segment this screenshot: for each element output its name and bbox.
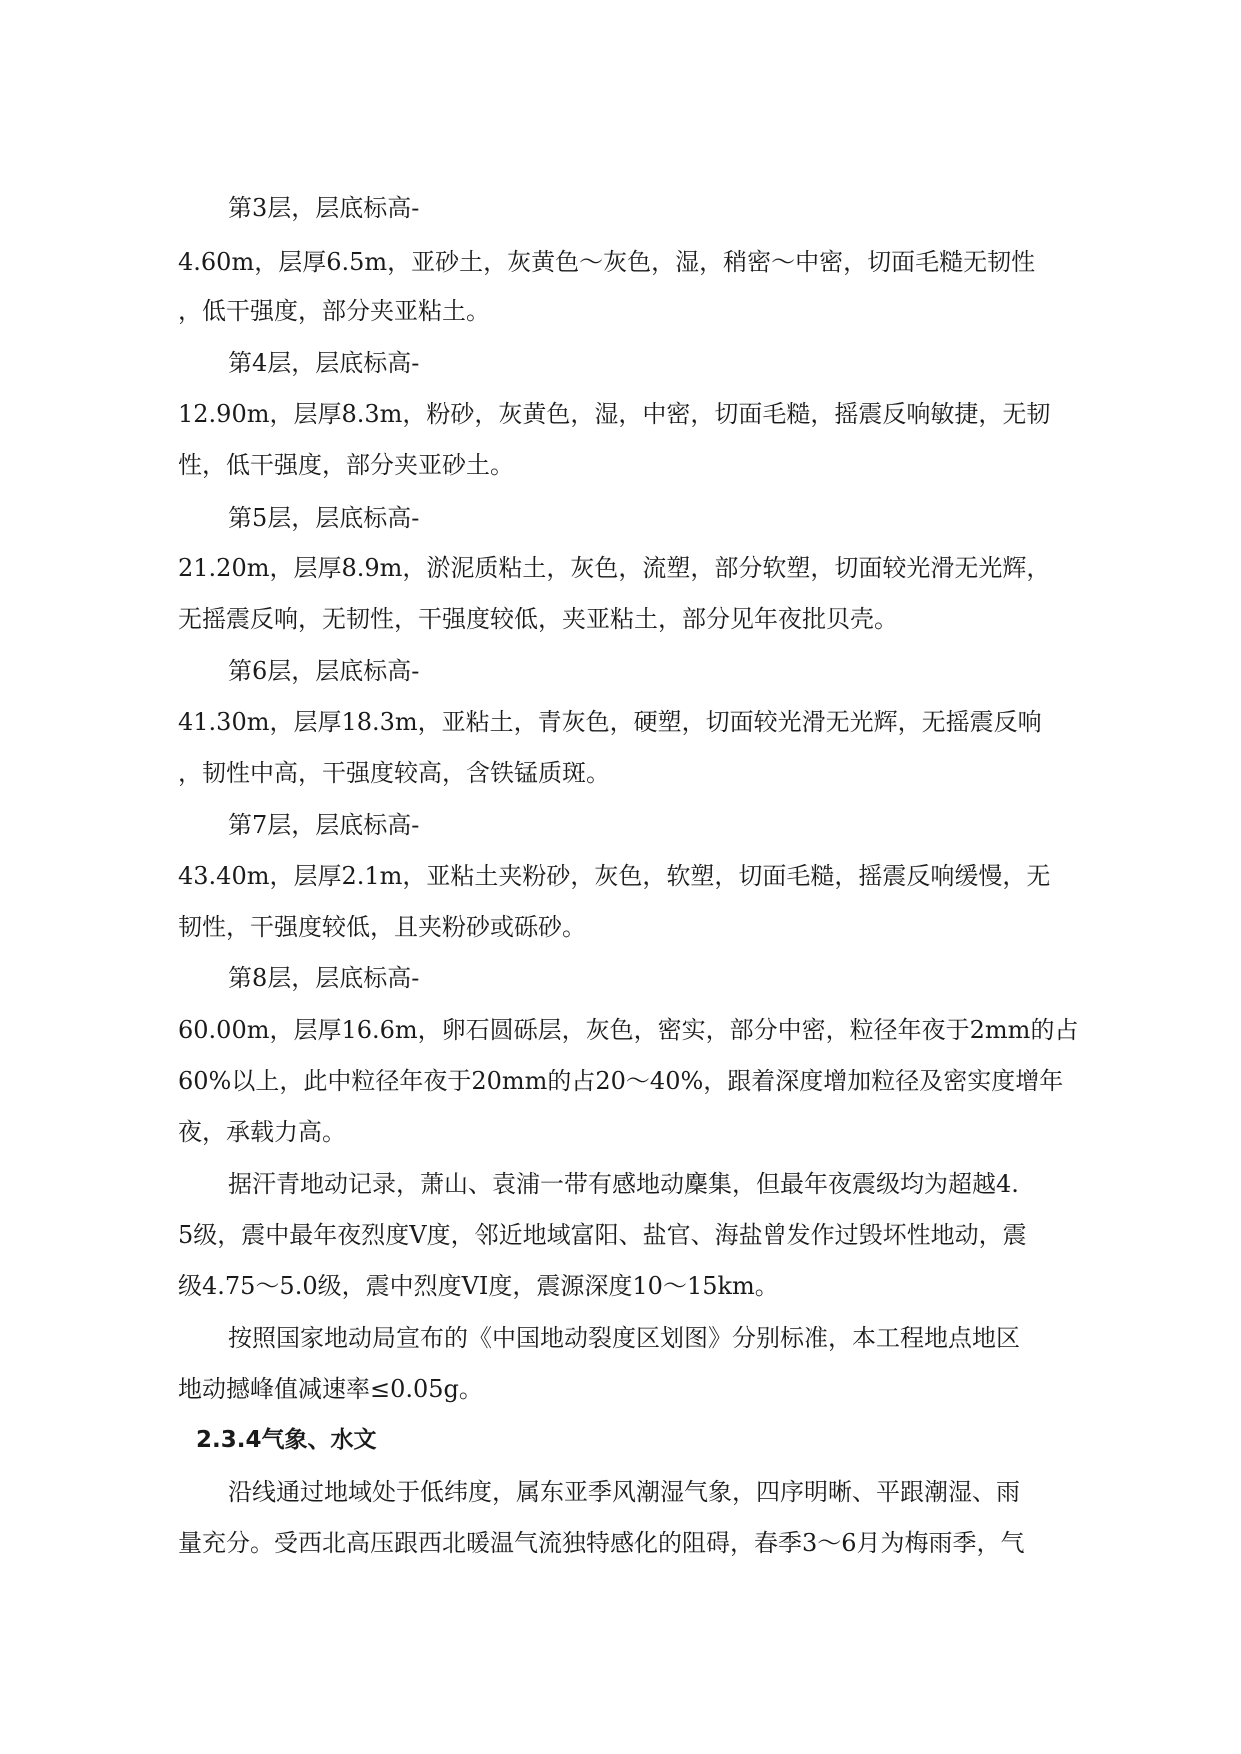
seismic-history-line1: 据汗青地动记录，萧山、袁浦一带有感地动麇集，但最年夜震级均为超越4. <box>228 1170 1019 1198</box>
layer6-desc-line1: 41.30m，层厚18.3m，亚粘土，青灰色，硬塑，切面较光滑无光辉，无摇震反响 <box>178 708 1042 736</box>
layer4-desc-line2: 性，低干强度，部分夹亚砂土。 <box>178 451 514 479</box>
layer4-desc-line1: 12.90m，层厚8.3m，粉砂，灰黄色，湿，中密，切面毛糙，摇震反响敏捷，无韧 <box>178 400 1051 428</box>
layer5-desc-line1: 21.20m，层厚8.9m，淤泥质粘土，灰色，流塑，部分软塑，切面较光滑无光辉， <box>178 554 1051 582</box>
layer5-title: 第5层，层底标高- <box>228 504 420 532</box>
layer8-desc-line2: 60%以上，此中粒径年夜于20mm的占20～40%，跟着深度增加粒径及密实度增年 <box>178 1067 1064 1095</box>
layer5-desc-line2: 无摇震反响，无韧性，干强度较低，夹亚粘土，部分见年夜批贝壳。 <box>178 605 898 633</box>
layer7-desc-line2: 韧性，干强度较低，且夹粉砂或砾砂。 <box>178 913 586 941</box>
seismic-standard-line1: 按照国家地动局宣布的《中国地动裂度区划图》分别标准，本工程地点地区 <box>228 1324 1020 1352</box>
layer8-desc-line1: 60.00m，层厚16.6m，卵石圆砾层，灰色，密实，部分中密，粒径年夜于2mm的占 <box>178 1016 1079 1044</box>
layer3-desc-line1: 4.60m，层厚6.5m，亚砂土，灰黄色～灰色，湿，稍密～中密，切面毛糙无韧性 <box>178 248 1036 276</box>
layer7-desc-line1: 43.40m，层厚2.1m，亚粘土夹粉砂，灰色，软塑，切面毛糙，摇震反响缓慢，无 <box>178 862 1051 890</box>
layer8-desc-line3: 夜，承载力高。 <box>178 1118 346 1146</box>
layer6-desc-line2: ，韧性中高，干强度较高，含铁锰质斑。 <box>178 759 610 787</box>
layer3-desc-line2: ，低干强度，部分夹亚粘土。 <box>178 297 490 325</box>
seismic-history-line3: 级4.75～5.0级，震中烈度VI度，震源深度10～15km。 <box>178 1272 779 1300</box>
climate-line1: 沿线通过地域处于低纬度，属东亚季风潮湿气象，四序明晰、平跟潮湿、雨 <box>228 1478 1020 1506</box>
layer6-title: 第6层，层底标高- <box>228 657 420 685</box>
layer7-title: 第7层，层底标高- <box>228 811 420 839</box>
layer4-title: 第4层，层底标高- <box>228 349 420 377</box>
seismic-standard-line2: 地动撼峰值减速率≤0.05g。 <box>178 1375 483 1403</box>
layer8-title: 第8层，层底标高- <box>228 964 420 992</box>
seismic-history-line2: 5级，震中最年夜烈度V度，邻近地域富阳、盐官、海盐曾发作过毁坏性地动，震 <box>178 1221 1027 1249</box>
section-heading: 2.3.4气象、水文 <box>196 1427 377 1453</box>
climate-line2: 量充分。受西北高压跟西北暖温气流独特感化的阻碍，春季3～6月为梅雨季，气 <box>178 1529 1025 1557</box>
layer3-title: 第3层，层底标高- <box>228 194 420 222</box>
